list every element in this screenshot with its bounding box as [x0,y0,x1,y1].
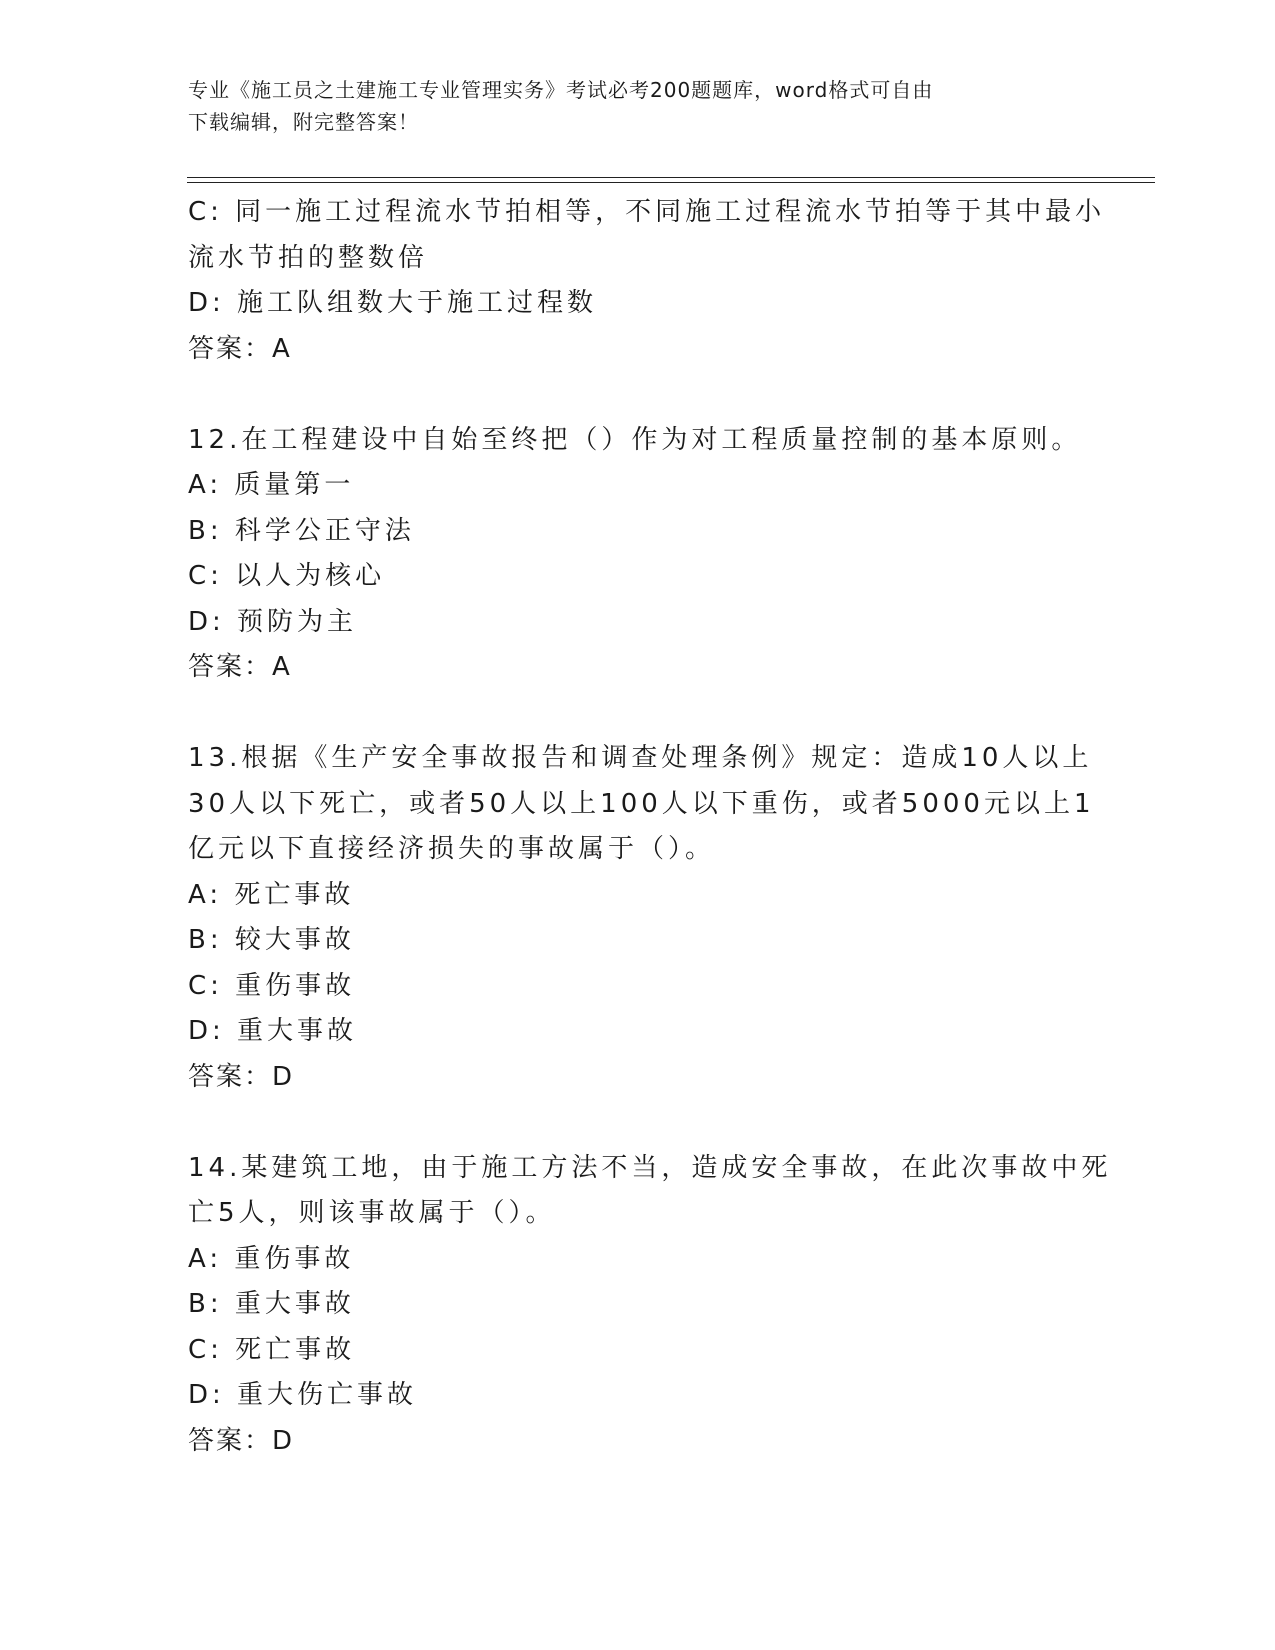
option-a: A: 质量第一 [188,470,355,500]
option-c: C: 以人为核心 [188,561,386,591]
question-content [188,190,1112,1464]
document-header [188,74,1068,138]
question-text: 12.在工程建设中自始至终把（）作为对工程质量控制的基本原则。 [188,424,1082,455]
option-a: A: 重伤事故 [188,1243,355,1274]
option-c: C: 重伤事故 [188,970,356,1001]
header-line-1: 专业《施工员之土建施工专业管理实务》考试必考200题题库，word格式可自由 [188,78,934,102]
answer: 答案：A [188,333,292,364]
header-line-2: 下载编辑，附完整答案！ [188,110,419,134]
previous-question-fragment [188,190,1106,372]
option-d: D: 施工队组数大于施工过程数 [188,288,598,318]
option-b: B: 较大事故 [188,925,355,955]
question-text: 30人以下死亡，或者50人以上100人以下重伤，或者5000元以上1 [188,788,1095,819]
question-14 [188,1146,1112,1465]
option-d: D: 预防为主 [188,606,358,637]
question-text: 亡5人，则该事故属于（）。 [188,1198,556,1228]
option-d: D: 重大伤亡事故 [188,1380,418,1410]
question-12 [188,418,1082,691]
option-d: D: 重大事故 [188,1016,358,1046]
option-b: B: 科学公正守法 [188,515,415,546]
option-c-continued: 流水节拍的整数倍 [188,242,429,273]
question-text: 亿元以下直接经济损失的事故属于（）。 [188,834,716,864]
question-text: 14.某建筑工地，由于施工方法不当，造成安全事故，在此次事故中死 [188,1152,1112,1183]
header-divider-bottom [187,182,1155,183]
header-divider-top [187,177,1155,178]
answer: 答案：D [188,1061,295,1092]
answer: 答案：D [188,1425,295,1456]
option-b: B: 重大事故 [188,1289,355,1319]
question-text: 13.根据《生产安全事故报告和调查处理条例》规定：造成10人以上 [188,743,1093,773]
question-13 [188,736,1095,1100]
option-c: C: 死亡事故 [188,1334,356,1365]
option-a: A: 死亡事故 [188,879,355,910]
answer: 答案：A [188,652,292,682]
option-c: C: 同一施工过程流水节拍相等，不同施工过程流水节拍等于其中最小 [188,197,1106,227]
